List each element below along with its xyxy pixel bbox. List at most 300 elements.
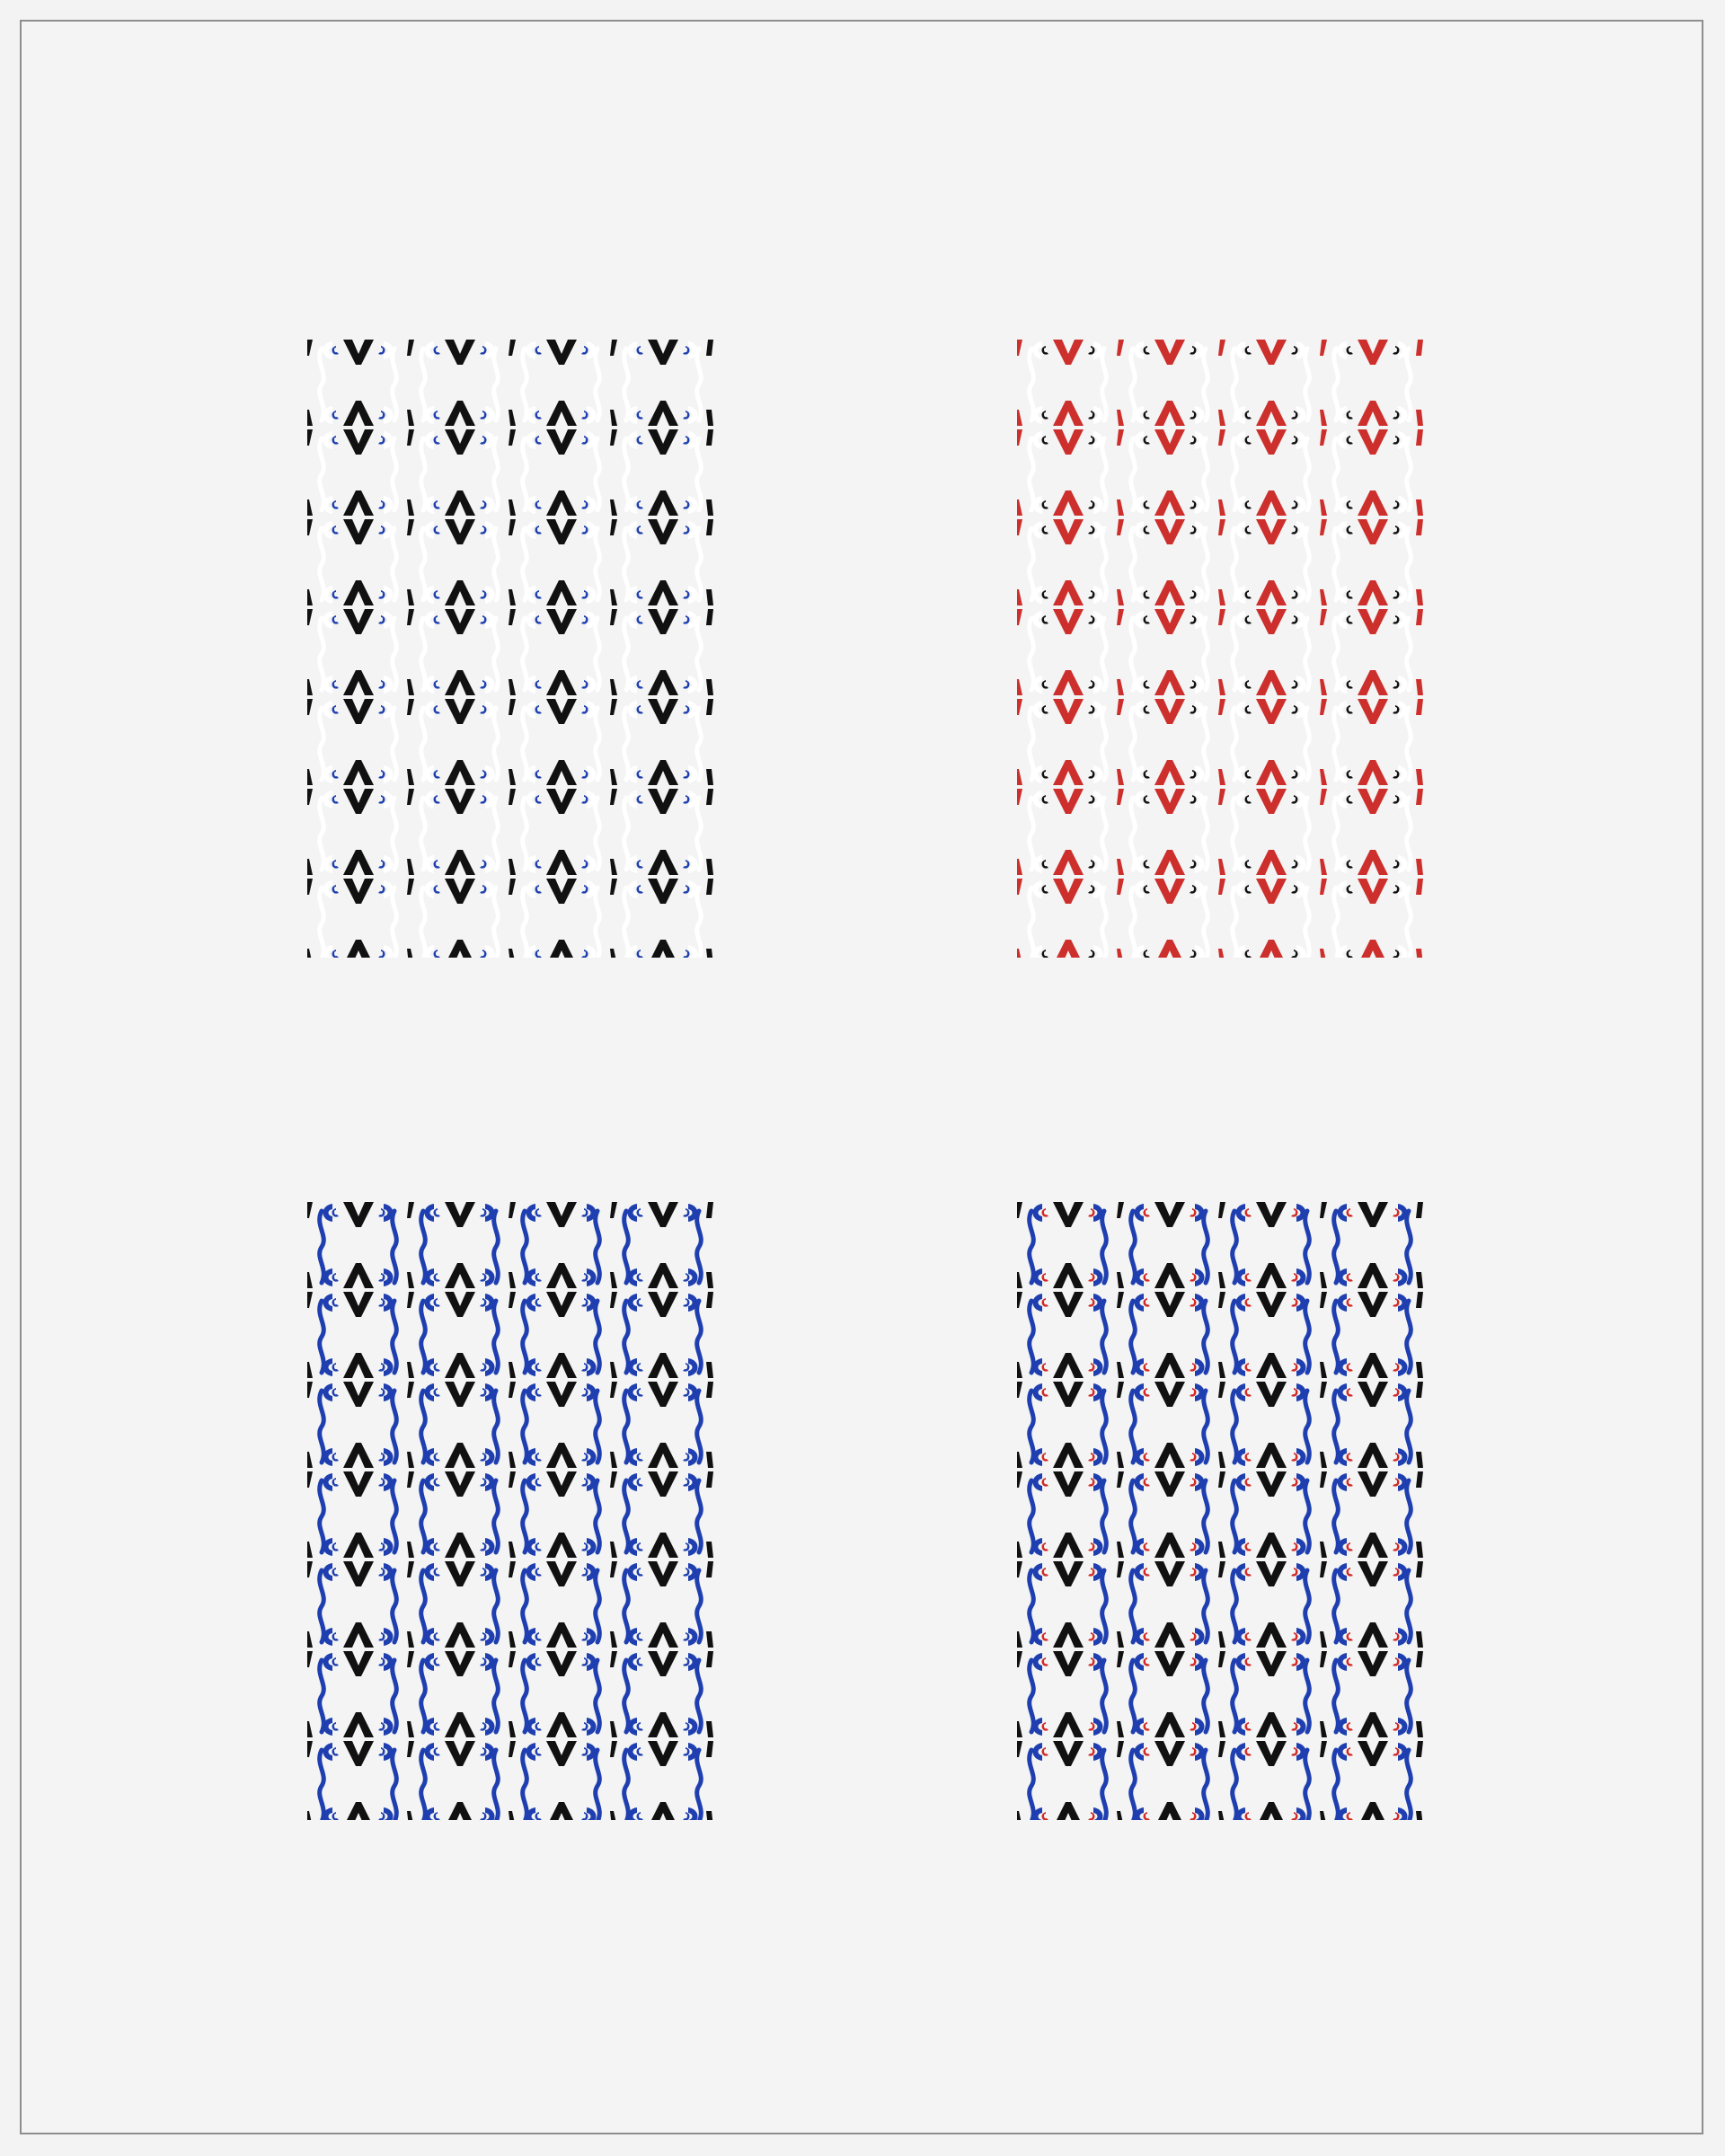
pattern-chevron-a [1154,760,1185,785]
pattern-curve [323,880,333,898]
pattern-slash [610,1741,617,1757]
pattern-hook [1393,526,1400,535]
pattern-slash [407,679,414,695]
pattern-tile [1117,1651,1208,1737]
pattern-hook [480,770,487,779]
pattern-slash [509,769,516,785]
pattern-slash [1416,1811,1423,1820]
pattern-slash [610,429,617,446]
pattern-chevron-a [648,580,678,605]
pattern-curve [323,431,333,449]
pattern-slash [706,1382,713,1398]
pattern-hook [535,526,543,535]
pattern-curve [1338,1383,1348,1401]
pattern-curve [1135,1473,1145,1491]
pattern-hook [434,411,441,420]
pattern-hook [332,860,340,869]
pattern-slash [307,1811,313,1820]
pattern-hook [1245,1298,1252,1307]
pattern-link [1407,1480,1411,1552]
pattern-curve [628,1473,638,1491]
pattern-hook [535,1478,543,1487]
pattern-slash [407,699,414,715]
pattern-curve [1093,765,1103,783]
pattern-link [1102,528,1107,600]
pattern-hook [1144,1363,1151,1372]
pattern-hook [1291,1208,1298,1217]
pattern-chevron-a [1358,1533,1388,1558]
pattern-curve [628,1383,638,1401]
pattern-slash [1416,1542,1423,1558]
pattern-link [624,1570,629,1642]
pattern-curve [1033,1473,1043,1491]
pattern-slash [1117,1811,1124,1820]
pattern-slash [1117,589,1124,605]
pattern-chevron-a [1256,940,1287,958]
pattern-hook [1144,1568,1151,1577]
pattern-chevron-a [1256,760,1287,785]
pattern-hook [1347,411,1354,420]
pattern-link [1102,438,1107,510]
pattern-chevron-a [648,1443,678,1468]
pattern-hook [683,1478,690,1487]
pattern-curve [1338,1294,1348,1312]
pattern-link [1305,1570,1310,1642]
pattern-chevron-a [546,670,577,695]
pattern-hook [434,950,441,958]
pattern-tile [1117,879,1208,958]
pattern-hook [332,705,340,714]
pattern-tile [307,1382,396,1468]
pattern-chevron-a [445,490,475,516]
pattern-hook [1245,1722,1252,1731]
pattern-hook [480,1542,487,1551]
pattern-link [1131,1391,1136,1462]
pattern-tile [610,340,701,426]
pattern-link [393,1391,397,1462]
pattern-hook [378,1208,385,1217]
pattern-hook [1347,680,1354,689]
pattern-curve [587,1718,597,1736]
pattern-hook [581,795,588,804]
pattern-chevron-a [1358,1263,1388,1288]
pattern-slash [1117,1272,1124,1288]
pattern-chevron-v [648,340,678,365]
pattern-link [596,438,600,510]
pattern-chevron-v [1358,1292,1388,1317]
pattern-slash [1416,1362,1423,1378]
pattern-link [624,528,629,600]
pattern-curve [1236,341,1246,359]
pattern-hook [1088,705,1095,714]
pattern-chevron-a [343,1622,374,1648]
pattern-slash [706,699,713,715]
pattern-curve [628,521,638,539]
pattern-chevron-a [546,490,577,516]
pattern-tile [1017,1202,1106,1288]
pattern-slash [1416,1741,1423,1757]
pattern-hook [1245,411,1252,420]
pattern-hook [1088,500,1095,509]
pattern-slash [610,1362,617,1378]
pattern-hook [683,1453,690,1462]
pattern-hook [581,705,588,714]
pattern-slash [1416,499,1423,516]
pattern-hook [535,1812,543,1820]
pattern-hook [1245,1657,1252,1666]
pattern-hook [434,1657,441,1666]
pattern-link [523,1570,527,1642]
pattern-hook [581,680,588,689]
pattern-chevron-v [445,609,475,634]
pattern-chevron-a [343,401,374,426]
pattern-chevron-a [445,850,475,875]
pattern-slash [1416,699,1423,715]
pattern-curve [1296,1448,1306,1466]
pattern-curve [1033,701,1043,719]
pattern-link [1233,618,1237,690]
pattern-hook [637,885,644,894]
pattern-slash [509,1272,516,1288]
pattern-curve [1195,406,1205,424]
pattern-chevron-v [1358,1202,1388,1227]
pattern-hook [1291,615,1298,624]
pattern-tile [1218,519,1309,605]
pattern-slash [307,789,313,805]
pattern-slash [1320,1292,1327,1308]
pattern-link [1204,1211,1208,1283]
pattern-slash [1218,1542,1225,1558]
pattern-hook [480,1747,487,1756]
pattern-tile [407,1471,498,1558]
pattern-tile [1017,609,1106,695]
pattern-slash [1320,589,1327,605]
pattern-tile [610,1471,701,1558]
pattern-hook [581,1363,588,1372]
pattern-chevron-v [1053,1741,1084,1766]
pattern-hook [637,1478,644,1487]
pattern-chevron-v [1154,1651,1185,1676]
pattern-slash [1218,1382,1225,1398]
pattern-curve [1236,701,1246,719]
pattern-hook [1042,1657,1049,1666]
pattern-hook [1393,1388,1400,1397]
pattern-link [1305,618,1310,690]
pattern-hook [581,411,588,420]
pattern-link [1131,1750,1136,1820]
pattern-chevron-v [1358,1471,1388,1497]
pattern-curve [485,1268,495,1286]
pattern-hook [1144,590,1151,599]
pattern-hook [434,1363,441,1372]
pattern-curve [1093,1807,1103,1820]
pattern-chevron-a [1053,1353,1084,1378]
pattern-chevron-a [546,850,577,875]
pattern-link [624,349,629,420]
pattern-slash [1017,499,1022,516]
pattern-hook [1088,770,1095,779]
pattern-tile [307,609,396,695]
pattern-curve [1236,1563,1246,1581]
pattern-slash [706,1362,713,1378]
pattern-hook [1190,1478,1197,1487]
pattern-hook [480,1208,487,1217]
pattern-chevron-a [1053,580,1084,605]
pattern-chevron-v [648,789,678,814]
pattern-hook [1393,950,1400,958]
pattern-hook [1144,500,1151,509]
pattern-chevron-a [445,580,475,605]
pattern-slash [1320,499,1327,516]
pattern-link [1233,1570,1237,1642]
pattern-slash [509,1292,516,1308]
pattern-slash [509,609,516,625]
pattern-curve [323,1563,333,1581]
pattern-panel-top-right [1017,338,1423,958]
pattern-slash [509,519,516,535]
pattern-hook [434,1273,441,1282]
pattern-curve [526,611,536,629]
pattern-hook [434,885,441,894]
pattern-hook [1042,1747,1049,1756]
pattern-hook [480,346,487,355]
pattern-curve [628,1294,638,1312]
pattern-link [1102,708,1107,780]
pattern-chevron-a [1358,401,1388,426]
pattern-curve [1135,880,1145,898]
pattern-hook [535,860,543,869]
pattern-curve [1236,1653,1246,1671]
pattern-link [393,888,397,958]
pattern-curve [628,701,638,719]
pattern-curve [688,855,698,873]
pattern-curve [1236,1294,1246,1312]
pattern-hook [581,1453,588,1462]
pattern-link [320,438,324,510]
pattern-link [1102,1570,1107,1642]
pattern-hook [535,1298,543,1307]
pattern-hook [581,1478,588,1487]
pattern-hook [683,1747,690,1756]
pattern-chevron-a [445,1353,475,1378]
pattern-hook [1088,1542,1095,1551]
pattern-hook [1245,526,1252,535]
pattern-hook [637,346,644,355]
pattern-curve [485,406,495,424]
pattern-slash [1017,1471,1022,1488]
pattern-slash [1218,1202,1225,1218]
pattern-tile [1017,1741,1106,1820]
pattern-link [523,1211,527,1283]
pattern-link [697,1750,702,1820]
pattern-slash [307,1651,313,1667]
pattern-slash [1416,949,1423,958]
pattern-chevron-v [1256,1202,1287,1227]
pattern-tile [509,1471,599,1558]
pattern-hook [1347,1478,1354,1487]
pattern-hook [1144,1298,1151,1307]
pattern-curve [1338,1204,1348,1222]
pattern-slash [1017,769,1022,785]
pattern-hook [1042,795,1049,804]
pattern-slash [610,1471,617,1488]
pattern-curve [1236,1204,1246,1222]
pattern-link [320,1391,324,1462]
pattern-slash [1218,1721,1225,1737]
pattern-link [1131,618,1136,690]
pattern-chevron-v [546,609,577,634]
pattern-link [421,708,426,780]
pattern-tile [407,879,498,958]
pattern-chevron-v [1154,1202,1185,1227]
pattern-slash [509,1741,516,1757]
pattern-curve [628,1204,638,1222]
pattern-hook [1291,1568,1298,1577]
pattern-chevron-a [648,670,678,695]
pattern-link [523,438,527,510]
pattern-hook [1088,526,1095,535]
pattern-tile [307,1292,396,1378]
pattern-chevron-a [343,1802,374,1820]
pattern-hook [1144,1208,1151,1217]
pattern-hook [1393,860,1400,869]
pattern-hook [434,1478,441,1487]
pattern-slash [1117,1382,1124,1398]
pattern-curve [1033,1294,1043,1312]
pattern-chevron-a [445,760,475,785]
pattern-link [1305,708,1310,780]
pattern-chevron-v [546,1202,577,1227]
pattern-slash [407,1362,414,1378]
pattern-tile [1218,1202,1309,1288]
pattern-hook [1347,1747,1354,1756]
pattern-slash [1416,679,1423,695]
pattern-curve [1135,611,1145,629]
pattern-hook [378,1568,385,1577]
pattern-hook [1291,1298,1298,1307]
pattern-slash [307,949,313,958]
pattern-tile [509,1292,599,1378]
pattern-link [596,1211,600,1283]
pattern-slash [1320,879,1327,895]
pattern-chevron-v [1358,1741,1388,1766]
pattern-slash [1117,949,1124,958]
pattern-link [1233,1211,1237,1283]
pattern-curve [526,521,536,539]
pattern-hook [1245,705,1252,714]
pattern-link [1131,528,1136,600]
pattern-hook [1144,1273,1151,1282]
pattern-hook [1393,770,1400,779]
pattern-link [523,618,527,690]
pattern-chevron-a [1358,1712,1388,1737]
pattern-slash [706,1272,713,1288]
pattern-slash [706,429,713,446]
pattern-slash [307,609,313,625]
pattern-chevron-a [1053,850,1084,875]
pattern-link [596,708,600,780]
pattern-hook [1144,950,1151,958]
pattern-hook [683,500,690,509]
pattern-hook [434,705,441,714]
pattern-slash [1416,1382,1423,1398]
pattern-hook [1393,1568,1400,1577]
pattern-tile [1117,699,1208,785]
pattern-tile [1218,879,1309,958]
pattern-link [596,1750,600,1820]
pattern-chevron-a [445,1533,475,1558]
pattern-hook [332,1542,340,1551]
pattern-hook [378,1388,385,1397]
pattern-chevron-a [343,580,374,605]
pattern-link [523,1480,527,1552]
pattern-chevron-v [343,1471,374,1497]
pattern-hook [683,1722,690,1731]
pattern-chevron-a [648,1353,678,1378]
pattern-slash [307,499,313,516]
pattern-slash [307,769,313,785]
pattern-link [624,438,629,510]
pattern-link [1334,1480,1339,1552]
pattern-curve [384,1358,394,1376]
pattern-hook [434,1542,441,1551]
pattern-chevron-v [1358,699,1388,724]
pattern-hook [1144,1812,1151,1820]
pattern-hook [332,1273,340,1282]
pattern-chevron-a [1256,1802,1287,1820]
pattern-chevron-a [1256,1712,1287,1737]
pattern-hook [581,1388,588,1397]
pattern-curve [1195,1718,1205,1736]
pattern-hook [1144,1747,1151,1756]
pattern-link [624,618,629,690]
pattern-hook [535,1453,543,1462]
pattern-hook [378,1722,385,1731]
pattern-chevron-a [1053,1802,1084,1820]
pattern-link [421,1750,426,1820]
pattern-slash [307,1542,313,1558]
pattern-hook [683,950,690,958]
pattern-hook [535,1568,543,1577]
pattern-hook [332,1388,340,1397]
pattern-hook [480,500,487,509]
pattern-hook [581,500,588,509]
pattern-tile [1320,1202,1411,1288]
pattern-hook [1190,1657,1197,1666]
pattern-slash [610,1202,617,1218]
pattern-link [697,708,702,780]
pattern-slash [509,789,516,805]
pattern-tile [610,519,701,605]
pattern-tile [1320,519,1411,605]
pattern-link [1131,349,1136,420]
pattern-hook [637,680,644,689]
pattern-hook [480,1632,487,1641]
pattern-hook [683,1542,690,1551]
pattern-tile [1117,1471,1208,1558]
pattern-hook [1144,411,1151,420]
pattern-hook [535,1747,543,1756]
pattern-chevron-v [1256,519,1287,544]
pattern-tile [1320,609,1411,695]
pattern-curve [1236,431,1246,449]
pattern-chevron-a [1154,670,1185,695]
pattern-chevron-a [546,401,577,426]
pattern-hook [1144,795,1151,804]
pattern-tile [509,1651,599,1737]
pattern-chevron-a [1053,760,1084,785]
pattern-chevron-v [1256,1651,1287,1676]
